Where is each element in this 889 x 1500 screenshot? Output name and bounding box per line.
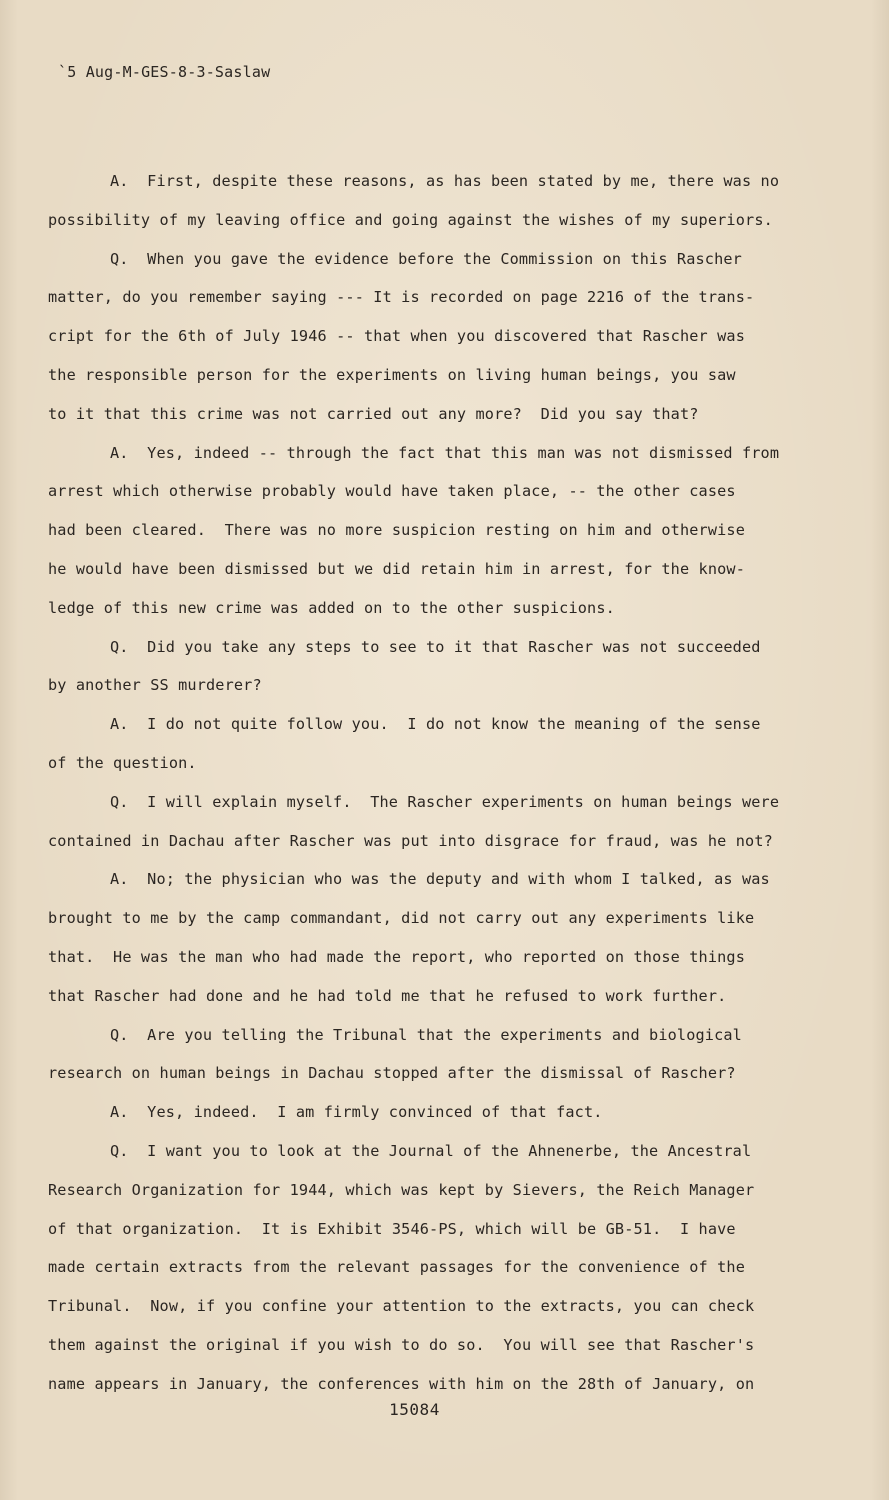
transcript-line: Q. I want you to look at the Journal of the Ahnenerbe, the Ancestral (110, 1141, 752, 1160)
transcript-line: of that organization. It is Exhibit 3546-PS, which will be GB-51. I have (48, 1219, 736, 1238)
transcript-line: had been cleared. There was no more suspicion resting on him and otherwise (48, 521, 746, 540)
transcript-line: A. Yes, indeed -- through the fact that this man was not dismissed from (110, 443, 780, 462)
transcript-line: cript for the 6th of July 1946 -- that when you discovered that Rascher was (48, 327, 746, 346)
page-footer (0, 1400, 889, 1419)
transcript-line: the responsible person for the experiments on living human beings, you saw (48, 365, 736, 384)
transcript-line: possibility of my leaving office and going against the wishes of my superiors. (48, 210, 773, 229)
transcript-line: Q. I will explain myself. The Rascher experiments on human beings were (110, 792, 780, 811)
transcript-line: matter, do you remember saying --- It is recorded on page 2216 of the trans- (48, 288, 755, 307)
transcript-line: that. He was the man who had made the report, who reported on those things (48, 947, 746, 966)
transcript-line: Q. Did you take any steps to see to it that Rascher was not succeeded (110, 637, 761, 656)
transcript-line: brought to me by the camp commandant, did not carry out any experiments like (48, 909, 755, 928)
page-number: 15084 (389, 1400, 440, 1419)
transcript-line: arrest which otherwise probably would have taken place, -- the other cases (48, 482, 736, 501)
transcript-line: A. Yes, indeed. I am firmly convinced of that fact. (110, 1103, 603, 1122)
transcript-line: he would have been dismissed but we did retain him in arrest, for the know- (48, 559, 746, 578)
transcript-line: them against the original if you wish to do so. You will see that Rascher's (48, 1335, 755, 1354)
transcript-line: Q. When you gave the evidence before the Commission on this Rascher (110, 249, 742, 268)
transcript-line: Tribunal. Now, if you confine your attention to the extracts, you can check (48, 1297, 755, 1316)
transcript-body (48, 162, 828, 1404)
transcript-line: A. No; the physician who was the deputy and with whom I talked, as was (110, 870, 770, 889)
transcript-line: ledge of this new crime was added on to the other suspicions. (48, 598, 615, 617)
transcript-line: made certain extracts from the relevant passages for the convenience of the (48, 1258, 746, 1277)
transcript-line: contained in Dachau after Rascher was put into disgrace for fraud, was he not? (48, 831, 773, 850)
transcript-line: research on human beings in Dachau stopped after the dismissal of Rascher? (48, 1064, 736, 1083)
transcript-line: A. I do not quite follow you. I do not know the meaning of the sense (110, 715, 761, 734)
transcript-line: that Rascher had done and he had told me that he refused to work further. (48, 986, 727, 1005)
transcript-line: Q. Are you telling the Tribunal that the experiments and biological (110, 1025, 742, 1044)
transcript-line: A. First, despite these reasons, as has been stated by me, there was no (110, 172, 780, 190)
page-header: `5 Aug-M-GES-8-3-Saslaw (58, 63, 271, 81)
transcript-line: by another SS murderer? (48, 676, 262, 695)
transcript-line: to it that this crime was not carried out any more? Did you say that? (48, 404, 699, 423)
transcript-line: name appears in January, the conferences with him on the 28th of January, on (48, 1374, 755, 1393)
transcript-line: of the question. (48, 753, 197, 772)
transcript-line: Research Organization for 1944, which was kept by Sievers, the Reich Manager (48, 1180, 755, 1199)
